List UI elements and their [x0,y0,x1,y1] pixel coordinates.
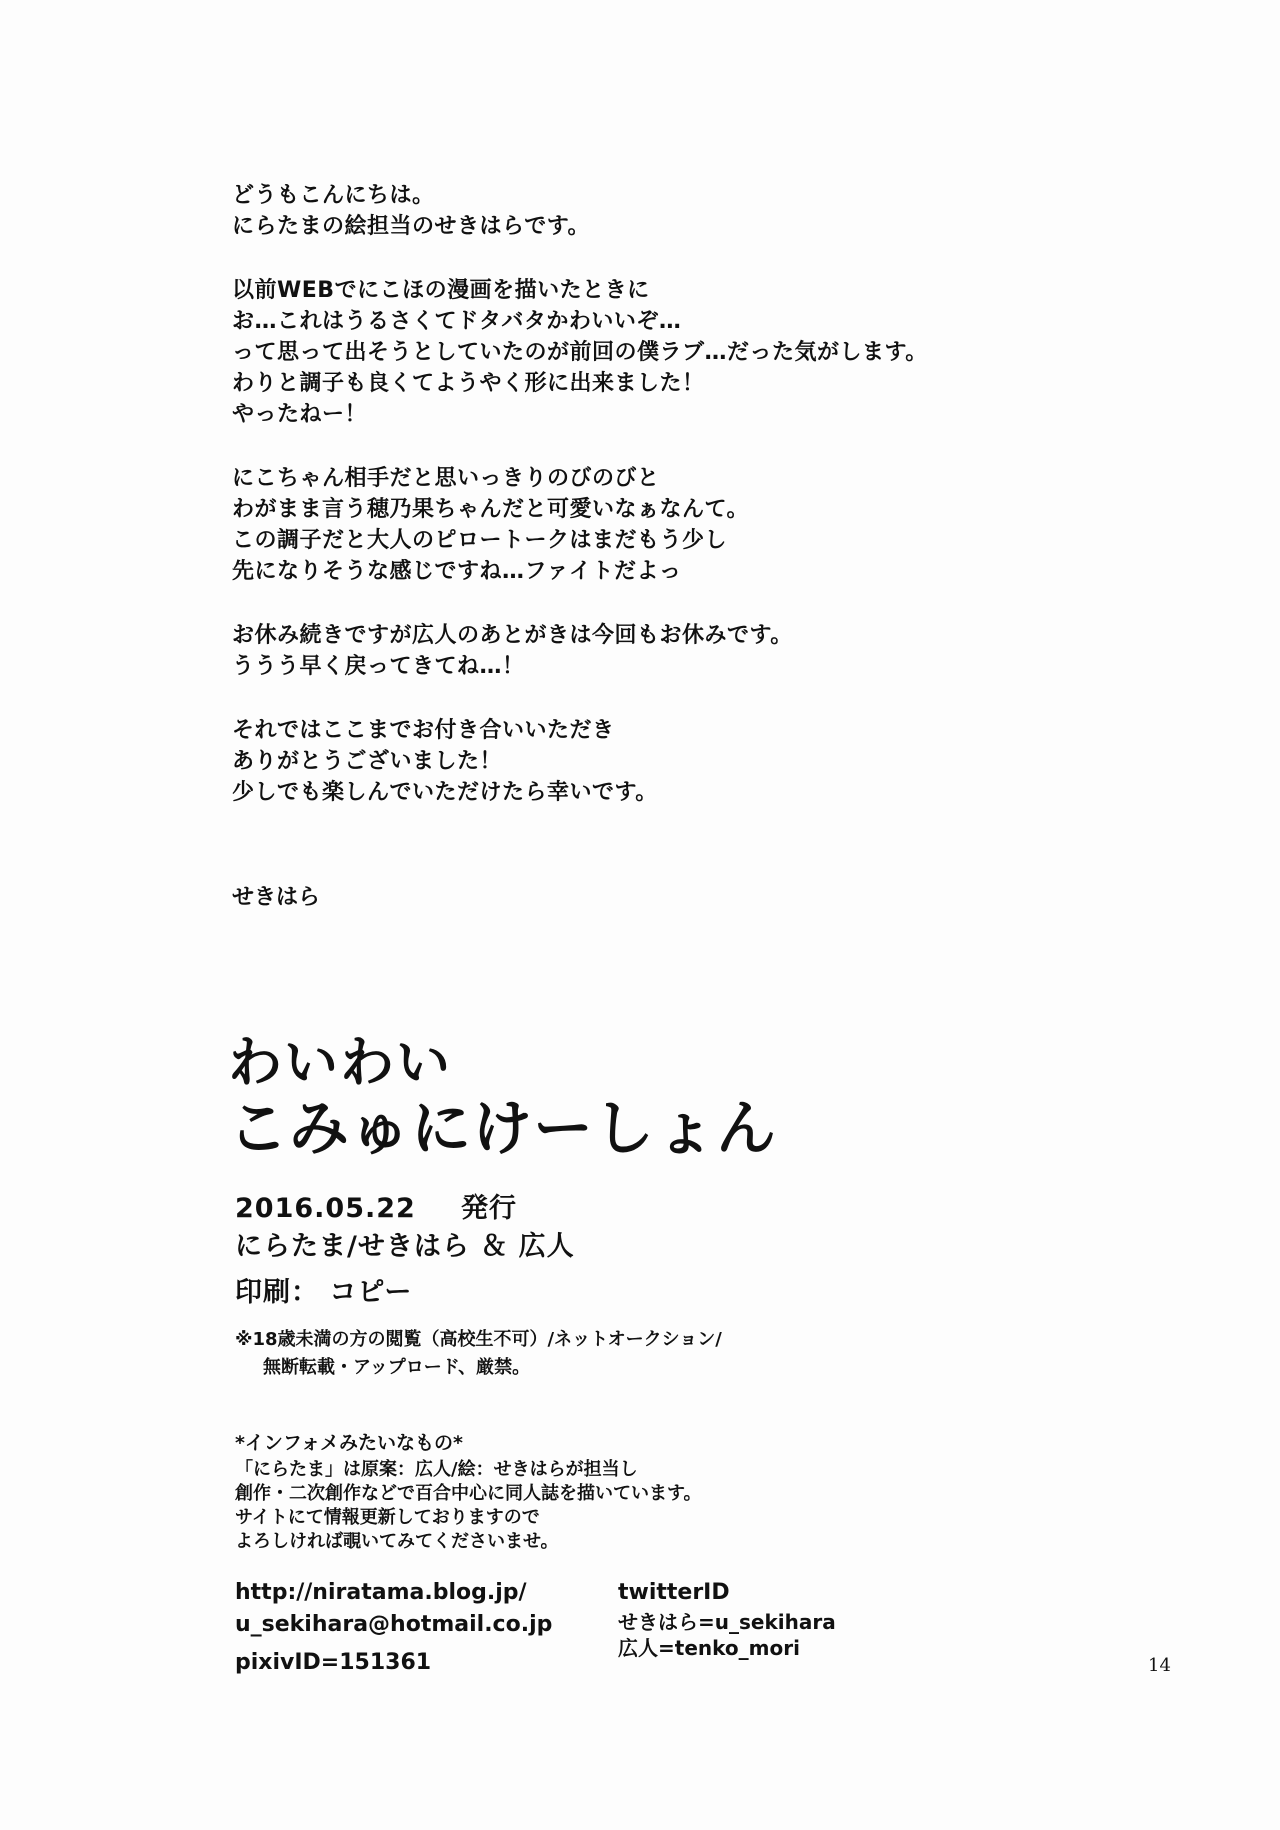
paragraph-gap [232,430,1132,463]
book-title [228,1030,777,1162]
info-line: 「にらたま」は原案：広人/絵：せきはらが担当し [235,1459,638,1480]
paragraph-gap [232,682,1132,715]
notice-line: ※18歳未満の方の閲覧（高校生不可）/ネットオークション/ [235,1329,722,1350]
paragraph-gap [232,242,1132,275]
age-restriction-notice [235,1326,722,1382]
circle-info [235,1428,702,1554]
message-line: にこちゃん相手だと思いっきりのびのびと [232,466,660,491]
message-line: ううう早く戻ってきてね…！ [232,654,525,679]
message-line: 以前WEBでにこほの漫画を描いたときに [232,278,650,303]
print-method: 印刷： コピー [235,1277,413,1308]
message-line: この調子だと大人のピロートークはまだもう少し [232,528,728,553]
info-line: よろしければ覗いてみてくださいませ。 [235,1531,559,1552]
twitter-account: 広人=tenko_mori [618,1636,800,1660]
pixiv-id: pixivID=151361 [235,1650,432,1675]
paragraph-gap [232,587,1132,620]
afterword-message [232,180,1132,808]
message-line: わりと調子も良くてようやく形に出来ました！ [232,371,705,396]
book-title-line-2: こみゅにけーしょん [228,1094,777,1164]
twitter-account: せきはら=u_sekihara [618,1610,836,1634]
message-line: どうもこんにちは。 [232,183,435,208]
email-address: u_sekihara@hotmail.co.jp [235,1612,553,1637]
author-signature: せきはら [232,885,321,910]
page-number: 14 [1148,1655,1171,1676]
twitter-heading: twitterID [618,1580,730,1605]
info-line: サイトにて情報更新しておりますので [235,1507,540,1528]
notice-line: 無断転載・アップロード、厳禁。 [263,1357,531,1378]
colophon [235,1190,575,1312]
message-line: お休み続きですが広人のあとがきは今回もお休みです。 [232,623,793,648]
publication-row [235,1190,575,1228]
issued-label: 発行 [461,1193,517,1224]
message-line: 少しでも楽しんでいただけたら幸いです。 [232,780,658,805]
publication-date: 2016.05.22 [235,1193,416,1224]
message-line: ありがとうございました！ [232,749,503,774]
message-line: 先になりそうな感じですね…ファイトだよっ [232,559,682,584]
twitter-ids [618,1577,836,1661]
book-title-line-1: わいわい [228,1031,452,1094]
message-line: わがまま言う穂乃果ちゃんだと可愛いなぁなんて。 [232,497,750,522]
message-line: それではここまでお付き合いいただき [232,718,615,743]
circle-name: にらたま/せきはら ＆ 広人 [235,1231,575,1262]
info-line: 創作・二次創作などで百合中心に同人誌を描いています。 [235,1483,702,1504]
message-line: にらたまの絵担当のせきはらです。 [232,214,591,239]
message-line: やったねー！ [232,402,368,427]
website-url: http://niratama.blog.jp/ [235,1580,527,1605]
contact-links [235,1577,552,1679]
info-heading: *インフォメみたいなもの* [235,1432,463,1454]
message-line: お…これはうるさくてドタバタかわいいぞ… [232,309,682,334]
message-line: って思って出そうとしていたのが前回の僕ラブ…だった気がします。 [232,340,928,365]
